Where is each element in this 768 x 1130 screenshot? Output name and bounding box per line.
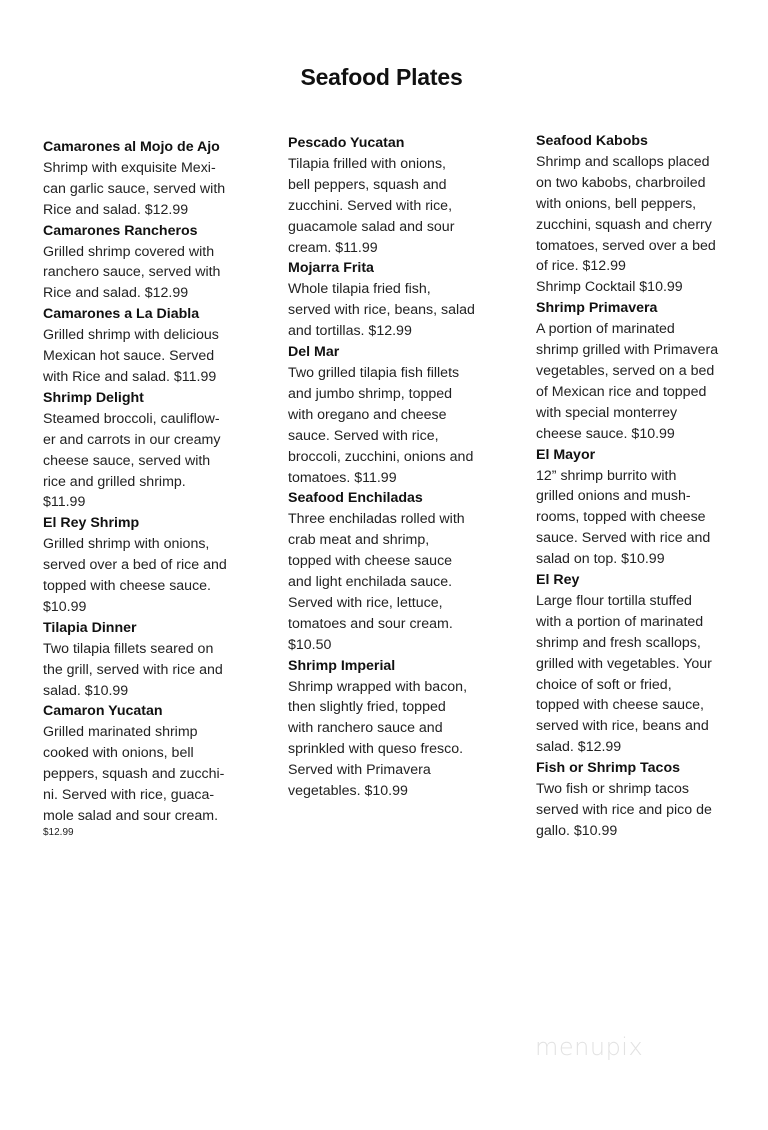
menu-item	[536, 298, 764, 444]
menu-item	[536, 445, 764, 570]
menu-item-description-line: broccoli, zucchini, onions and	[288, 448, 474, 465]
menu-item-description-line: of Mexican rice and topped	[536, 383, 707, 400]
menu-item-description-line: vegetables. $10.99	[288, 783, 408, 800]
menu-column-2	[288, 133, 488, 802]
menu-item	[43, 304, 237, 388]
menu-item-description-line: with onions, bell peppers,	[536, 195, 697, 212]
menu-item-name: Camarones Rancheros	[43, 222, 198, 239]
menu-item-description-line: and jumbo shrimp, topped	[288, 385, 453, 402]
menu-item-description-line: can garlic sauce, served with	[43, 180, 226, 197]
menu-item-description-line: gallo. $10.99	[536, 822, 618, 839]
menu-item-description-line: Grilled shrimp covered with	[43, 243, 215, 260]
menu-item-description-line: served with rice and pico de	[536, 802, 712, 818]
menu-item-description-line: mole salad and sour cream.	[43, 808, 219, 824]
menu-item-description-line: shrimp grilled with Primavera	[536, 342, 719, 359]
menu-column-3	[536, 131, 764, 842]
menu-item-description-line: salad. $12.99	[536, 739, 622, 756]
menu-item-description-line: choice of soft or fried,	[536, 676, 672, 693]
menu-item-description-line: Served with rice, lettuce,	[288, 594, 443, 611]
menu-item-description-line: 12” shrimp burrito with	[536, 467, 677, 484]
menu-item-description-line: zucchini, squash and cherry	[536, 216, 712, 233]
menu-item-name: Camarones al Mojo de Ajo	[43, 139, 220, 155]
menu-item-description-line: the grill, served with rice and	[43, 661, 223, 678]
menu-item-description-line: grilled onions and mush-	[536, 488, 691, 505]
menu-item-description-line: cream. $11.99	[288, 239, 378, 256]
menu-item-description-line: with special monterrey	[536, 404, 678, 421]
menu-item-description-line: Two fish or shrimp tacos	[536, 781, 689, 798]
menu-item-name: El Rey Shrimp	[43, 515, 140, 532]
menu-item-description-line: Rice and salad. $12.99	[43, 285, 189, 302]
menu-item-description-line: Rice and salad. $12.99	[43, 201, 189, 218]
menu-item	[288, 258, 488, 342]
menu-item	[43, 513, 237, 618]
menu-item-description-line: of rice. $12.99	[536, 258, 626, 275]
menu-item-name: Camaron Yucatan	[43, 703, 163, 720]
menu-item-description-line: Grilled shrimp with onions,	[43, 536, 210, 553]
menu-item-description-line: er and carrots in our creamy	[43, 431, 221, 448]
menu-item-name: Del Mar	[288, 344, 340, 361]
menu-item-description-line: topped with cheese sauce.	[43, 578, 211, 595]
menu-item-name: Shrimp Delight	[43, 389, 144, 406]
menu-column-1	[43, 137, 237, 839]
menu-item-description-line: bell peppers, squash and	[288, 176, 447, 193]
menu-item-description-line: Served with Primavera	[288, 762, 431, 779]
menu-item-description-line: Grilled shrimp with delicious	[43, 327, 219, 344]
menu-item	[43, 618, 237, 702]
menu-item-description-line: Three enchiladas rolled with	[288, 511, 465, 528]
menu-item-description-line: $11.99	[43, 494, 86, 511]
menu-item-description-line: Mexican hot sauce. Served	[43, 348, 215, 365]
menu-item-description-line: ni. Served with rice, guaca-	[43, 787, 215, 804]
menu-item-description-line: Whole tilapia fried fish,	[288, 281, 431, 298]
menu-item-description-line: salad. $10.99	[43, 682, 129, 699]
menu-item-description-line: $10.99	[43, 598, 87, 615]
menu-item-description-line: with Rice and salad. $11.99	[43, 368, 217, 385]
menu-item-name: El Rey	[536, 572, 580, 589]
menu-item-description-line: Tilapia frilled with onions,	[288, 155, 446, 172]
menu-item-description-line: tomatoes and sour cream.	[288, 615, 453, 632]
menu-item-description-line: Large flour tortilla stuffed	[536, 592, 692, 609]
menu-item	[288, 342, 488, 488]
menu-item-name: Pescado Yucatan	[288, 135, 405, 151]
menu-item-description-line: guacamole salad and sour	[288, 218, 455, 235]
menu-item-description-line: cheese sauce. $10.99	[536, 425, 675, 442]
menu-item-description-line: Shrimp wrapped with bacon,	[288, 678, 468, 695]
menu-item-description-line: rooms, topped with cheese	[536, 509, 706, 526]
menu-item-description-line: A portion of marinated	[536, 321, 675, 338]
menu-item-name: Mojarra Frita	[288, 260, 374, 277]
menu-item-description-line: with a portion of marinated	[536, 613, 704, 630]
menu-item-description-line: topped with cheese sauce,	[536, 697, 704, 714]
menu-item-description-line: rice and grilled shrimp.	[43, 473, 186, 490]
menu-item-description-line: crab meat and shrimp,	[288, 532, 430, 549]
menu-item-description-line: served with rice, beans and	[536, 718, 709, 735]
menu-item-name: Fish or Shrimp Tacos	[536, 760, 681, 777]
menu-item-description-line: Grilled marinated shrimp	[43, 724, 198, 741]
menu-item-description-line: with oregano and cheese	[288, 406, 447, 423]
menu-item-name: El Mayor	[536, 446, 596, 463]
menu-item-description-line: peppers, squash and zucchi-	[43, 766, 225, 783]
menu-item-description-line: Steamed broccoli, cauliflow-	[43, 410, 220, 427]
menu-item-description-line: then slightly fried, topped	[288, 699, 446, 716]
menu-item-name: Shrimp Primavera	[536, 300, 658, 317]
menu-item	[43, 137, 237, 221]
menu-item-name: Tilapia Dinner	[43, 619, 137, 636]
menu-item-description-line: grilled with vegetables. Your	[536, 655, 712, 672]
menu-item-description-line: Two grilled tilapia fish fillets	[288, 364, 460, 381]
menu-item-name: Camarones a La Diabla	[43, 306, 200, 323]
menu-item-description-line: served with rice, beans, salad	[288, 302, 475, 319]
menu-item-description-line: cooked with onions, bell	[43, 745, 194, 762]
menu-item	[288, 133, 488, 258]
menu-item	[536, 131, 764, 298]
menu-item-description-line: sauce. Served with rice,	[288, 427, 439, 444]
menu-item	[43, 701, 237, 838]
menu-item-price: $12.99	[43, 826, 74, 838]
menu-item-description-line: on two kabobs, charbroiled	[536, 174, 706, 191]
menu-item-description-line: cheese sauce, served with	[43, 452, 211, 469]
menu-item-description-line: tomatoes. $11.99	[288, 469, 397, 486]
menu-item-description-line: with ranchero sauce and	[288, 720, 443, 737]
menu-item-description-line: zucchini. Served with rice,	[288, 197, 453, 214]
menu-item	[536, 758, 764, 842]
menu-item-description-line: shrimp and fresh scallops,	[536, 634, 701, 651]
menu-item-description-line: Two tilapia fillets seared on	[43, 640, 214, 657]
menu-item-extra: Shrimp Cocktail $10.99	[536, 279, 683, 296]
menu-item-description-line: and tortillas. $12.99	[288, 323, 412, 340]
menu-item-name: Seafood Kabobs	[536, 133, 648, 149]
menu-item-description-line: sprinkled with queso fresco.	[288, 741, 464, 758]
menu-item-description-line: and light enchilada sauce.	[288, 574, 453, 591]
menu-item-description-line: served over a bed of rice and	[43, 557, 227, 574]
menu-item-description-line: tomatoes, served over a bed	[536, 237, 716, 254]
page-title: Seafood Plates	[300, 64, 463, 90]
menu-item-description-line: Shrimp and scallops placed	[536, 153, 710, 170]
menu-item-description-line: salad on top. $10.99	[536, 551, 665, 568]
menu-item-description-line: $10.50	[288, 636, 332, 653]
menu-item-name: Shrimp Imperial	[288, 657, 396, 674]
menu-item	[536, 570, 764, 758]
menu-item-description-line: ranchero sauce, served with	[43, 264, 221, 281]
menu-item	[43, 388, 237, 513]
menu-item-description-line: topped with cheese sauce	[288, 553, 453, 570]
menu-item-name: Seafood Enchiladas	[288, 490, 423, 507]
menu-item-description-line: Shrimp with exquisite Mexi-	[43, 159, 216, 176]
watermark-logo: menupix	[535, 1033, 644, 1061]
menu-item	[288, 488, 488, 655]
menu-item	[43, 221, 237, 305]
menu-item-description-line: vegetables, served on a bed	[536, 362, 715, 379]
menu-item	[288, 656, 488, 802]
menu-item-description-line: sauce. Served with rice and	[536, 530, 711, 547]
